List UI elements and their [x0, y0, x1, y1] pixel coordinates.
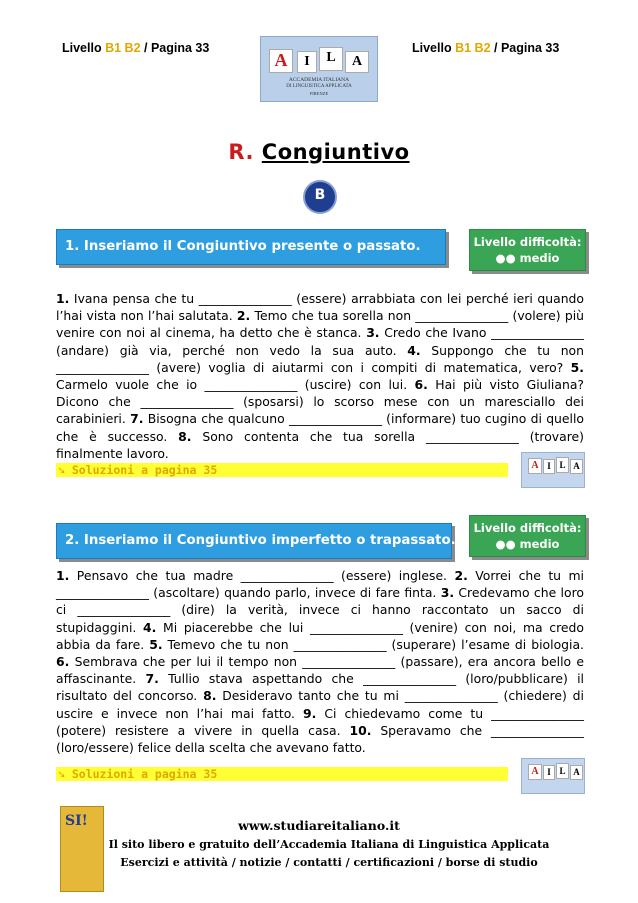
- exercise-1-solutions-link[interactable]: ➘ Soluzioni a pagina 35: [56, 463, 508, 477]
- exercise-2-difficulty: Livello difficoltà: ●● medio: [469, 515, 586, 557]
- page-title: R. Congiuntivo: [228, 140, 410, 164]
- exercise-1-difficulty: Livello difficoltà: ●● medio: [469, 229, 586, 271]
- footer-url[interactable]: www.studiareitaliano.it: [238, 818, 400, 833]
- exercise-1-title: 1. Inseriamo il Congiuntivo presente o passato.: [65, 239, 421, 254]
- exercise-2-header: [56, 523, 456, 559]
- logo-letter-a2: A: [345, 51, 369, 73]
- book-cover-image: SI!: [60, 806, 104, 892]
- logo-letter-i: I: [297, 51, 317, 73]
- exercise-1-header: [56, 229, 446, 265]
- exercise-2-text: 1. Pensavo che tua madre _______________ (essere) inglese. 2. Vorrei che tu mi _______________ (ascoltare) quando parlo, invece di fare finta. 3. Credevamo che loro ci _______________ (dire) la verità, invece ci hanno raccontato un sacco di stupidaggini. 4. Mi piacerebbe che lui _______________ (venire) con noi, ma credo abbia da fare. 5. Temevo che tu non _______________ (superare) l’esame di biologia. 6. Sembrava che per lui il tempo non _______________ (passare), era ancora bello e affascinante. 7. Tullio stava aspettando che _______________ (loro/pubblicare) il risultato del concorso. 8. Desideravo tanto che tu mi _______________ (chiedere) di uscire e invece non l’hai mai fatto. 9. Ci chiedevamo come tu _______________ (potere) resistere a vivere in quella casa. 10. Speravamo che _______________ (loro/essere) felice della scelta che avevano fatto.: [56, 568, 585, 756]
- aila-logo-small: A I L A: [521, 452, 585, 488]
- logo-letter-l: L: [319, 47, 343, 71]
- footer-line-2: Esercizi e attività / notizie / contatti / certificazioni / borse di studio: [120, 856, 538, 869]
- footer-line-1: Il sito libero e gratuito dell’Accademia Italiana di Linguistica Applicata: [108, 838, 550, 851]
- exercise-1-text: 1. Ivana pensa che tu _______________ (essere) arrabbiata con lei perché ieri quando l’hai vista non l’hai salutata. 2. Temo che tua sorella non _______________ (volere) più venire con noi al cinema, ha detto che è stanca. 3. Credo che Ivano _______________ (andare) già via, perché non vedo la sua auto. 4. Suppongo che tu non _______________ (avere) voglia di aiutarmi con i compiti di matematica, vero? 5. Carmelo vuole che io _______________ (uscire) con lui. 6. Hai più visto Giuliana? Dicono che _______________ (sposarsi) lo scorso mese con un maresciallo dei carabinieri. 7. Bisogna che qualcuno _______________ (informare) tuo cugino di quello che è successo. 8. Sono contenta che tua sorella _______________ (trovare) finalmente lavoro.: [56, 291, 585, 461]
- logo-line-2: DI LINGUISTICA APPLICATA: [286, 84, 352, 89]
- header-right: Livello B1 B2 / Pagina 33: [412, 41, 560, 55]
- aila-logo: [260, 36, 378, 102]
- logo-line-1: ACCADEMIA ITALIANA: [288, 77, 350, 83]
- exercise-2-solutions-link[interactable]: ➘ Soluzioni a pagina 35: [56, 767, 508, 781]
- exercise-2-title: 2. Inseriamo il Congiuntivo imperfetto o trapassato.: [65, 533, 456, 548]
- header-left: Livello B1 B2 / Pagina 33: [62, 41, 210, 55]
- logo-line-3: FIRENZE: [309, 91, 329, 96]
- level-b-badge-icon: B: [303, 180, 337, 214]
- logo-letter-a: A: [269, 49, 293, 73]
- aila-logo-small-2: A I L A: [521, 758, 585, 794]
